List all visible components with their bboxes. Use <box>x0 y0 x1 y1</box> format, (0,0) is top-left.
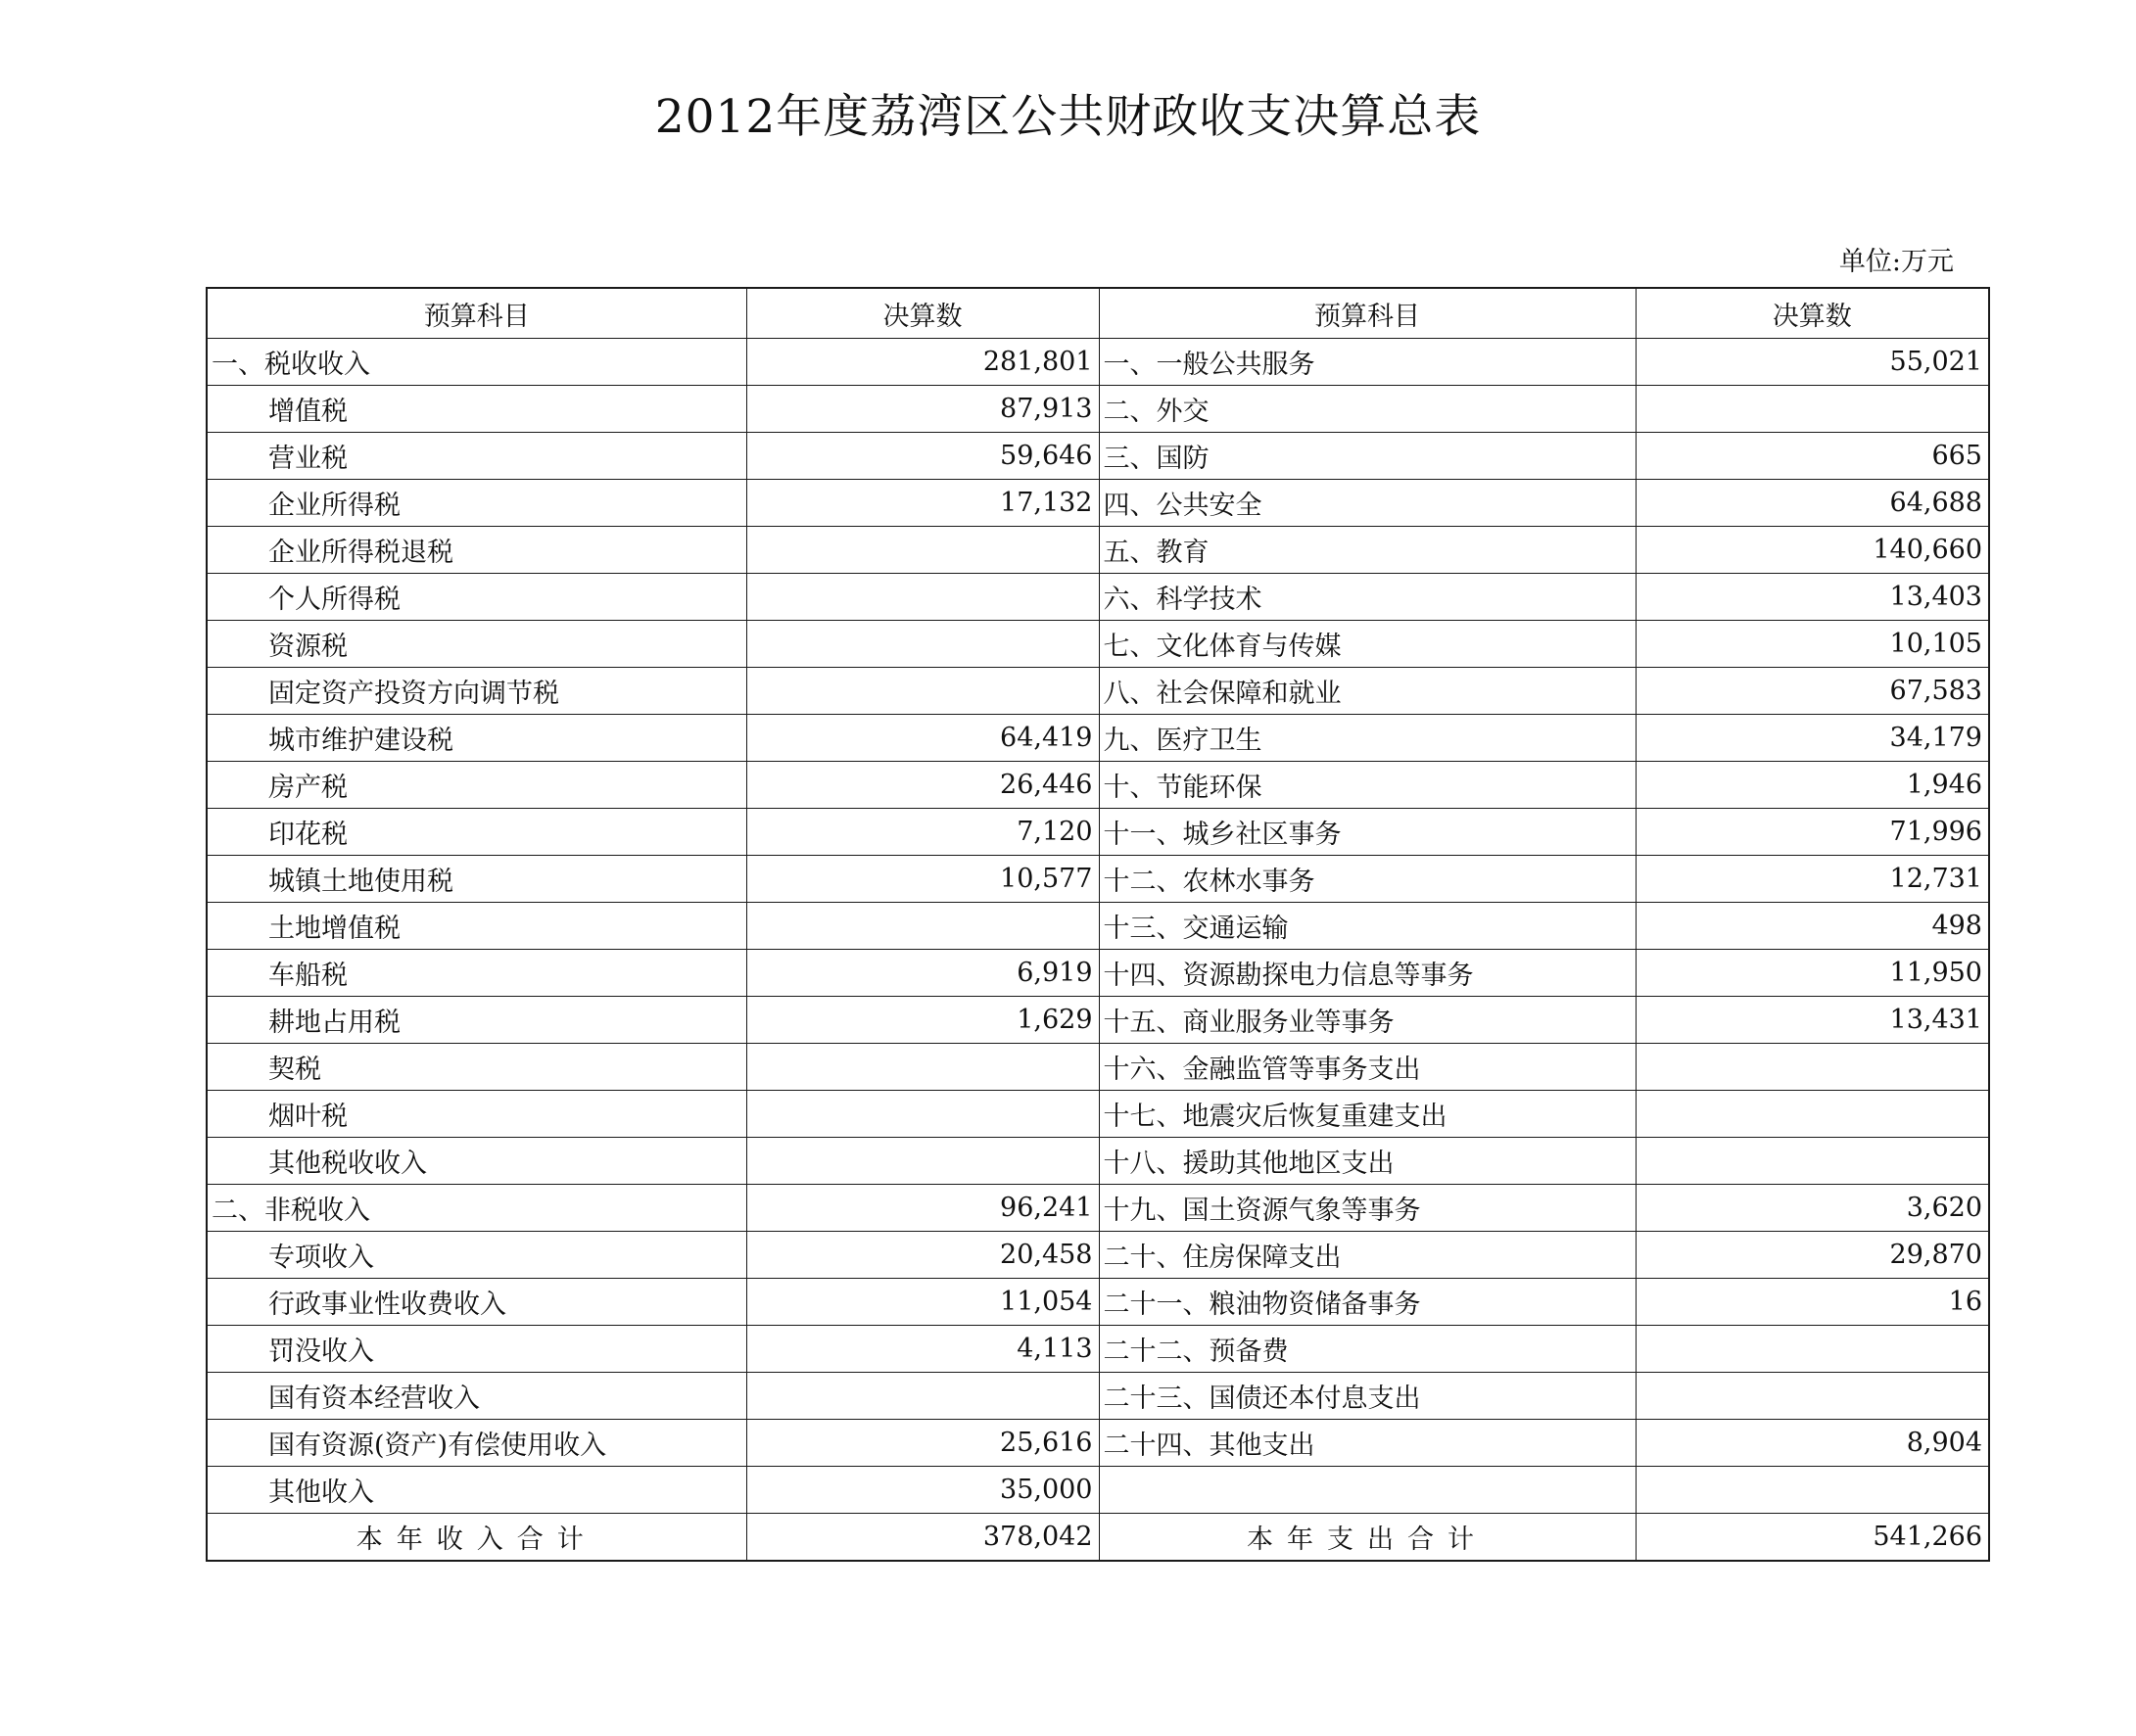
expense-item-cell: 二十四、其他支出 <box>1099 1420 1636 1467</box>
table-row <box>207 339 1989 386</box>
expense-amount-cell: 140,660 <box>1636 527 1989 574</box>
income-item-cell: 土地增值税 <box>207 903 746 950</box>
expense-amount-cell: 16 <box>1636 1279 1989 1326</box>
expense-item-cell: 二十三、国债还本付息支出 <box>1099 1373 1636 1420</box>
expense-amount-cell <box>1636 1138 1989 1185</box>
income-item-cell: 国有资本经营收入 <box>207 1373 746 1420</box>
income-amount-cell: 281,801 <box>746 339 1099 386</box>
expense-item-cell: 十四、资源勘探电力信息等事务 <box>1099 950 1636 997</box>
income-item-header: 预算科目 <box>207 288 746 339</box>
table-row <box>207 1373 1989 1420</box>
income-item-cell: 耕地占用税 <box>207 997 746 1044</box>
expense-item-cell: 十六、金融监管等事务支出 <box>1099 1044 1636 1091</box>
income-item-cell: 其他收入 <box>207 1467 746 1514</box>
income-item-cell: 车船税 <box>207 950 746 997</box>
income-amount-cell: 1,629 <box>746 997 1099 1044</box>
income-item-cell: 资源税 <box>207 621 746 668</box>
table-row <box>207 809 1989 856</box>
expense-item-cell <box>1099 1467 1636 1514</box>
table-row <box>207 1279 1989 1326</box>
income-item-cell: 营业税 <box>207 433 746 480</box>
table-row <box>207 433 1989 480</box>
income-item-cell: 房产税 <box>207 762 746 809</box>
income-amount-cell: 4,113 <box>746 1326 1099 1373</box>
expense-amount-header: 决算数 <box>1636 288 1989 339</box>
expense-amount-cell: 12,731 <box>1636 856 1989 903</box>
expense-item-cell: 七、文化体育与传媒 <box>1099 621 1636 668</box>
income-item-cell: 印花税 <box>207 809 746 856</box>
expense-amount-cell: 67,583 <box>1636 668 1989 715</box>
expense-item-cell: 八、社会保障和就业 <box>1099 668 1636 715</box>
income-amount-cell: 11,054 <box>746 1279 1099 1326</box>
expense-amount-cell: 498 <box>1636 903 1989 950</box>
income-amount-cell: 6,919 <box>746 950 1099 997</box>
income-item-cell: 其他税收收入 <box>207 1138 746 1185</box>
income-amount-cell: 7,120 <box>746 809 1099 856</box>
expense-item-cell: 十九、国土资源气象等事务 <box>1099 1185 1636 1232</box>
income-amount-cell: 20,458 <box>746 1232 1099 1279</box>
expense-amount-cell: 55,021 <box>1636 339 1989 386</box>
expense-item-cell: 十、节能环保 <box>1099 762 1636 809</box>
income-amount-cell: 96,241 <box>746 1185 1099 1232</box>
income-amount-cell <box>746 574 1099 621</box>
income-item-cell: 行政事业性收费收入 <box>207 1279 746 1326</box>
expense-item-cell: 二、外交 <box>1099 386 1636 433</box>
table-row <box>207 762 1989 809</box>
table-row <box>207 1185 1989 1232</box>
budget-table <box>206 287 1990 1562</box>
expense-item-cell: 十七、地震灾后恢复重建支出 <box>1099 1091 1636 1138</box>
totals-row <box>207 1514 1989 1562</box>
expense-amount-cell: 13,431 <box>1636 997 1989 1044</box>
table-row <box>207 1232 1989 1279</box>
table-row <box>207 715 1989 762</box>
income-amount-cell <box>746 527 1099 574</box>
table-body <box>207 339 1989 1562</box>
income-item-cell: 企业所得税退税 <box>207 527 746 574</box>
table-row <box>207 668 1989 715</box>
expense-amount-cell: 13,403 <box>1636 574 1989 621</box>
expense-item-cell: 一、一般公共服务 <box>1099 339 1636 386</box>
table-row <box>207 480 1989 527</box>
expense-item-cell: 四、公共安全 <box>1099 480 1636 527</box>
income-amount-cell <box>746 903 1099 950</box>
expense-item-cell: 三、国防 <box>1099 433 1636 480</box>
expense-amount-cell <box>1636 386 1989 433</box>
income-item-cell: 契税 <box>207 1044 746 1091</box>
table-row <box>207 1467 1989 1514</box>
table-row <box>207 1091 1989 1138</box>
expense-item-header: 预算科目 <box>1099 288 1636 339</box>
expense-amount-cell: 1,946 <box>1636 762 1989 809</box>
table-row <box>207 621 1989 668</box>
expense-amount-cell <box>1636 1091 1989 1138</box>
expense-item-cell: 二十、住房保障支出 <box>1099 1232 1636 1279</box>
expense-item-cell: 二十一、粮油物资储备事务 <box>1099 1279 1636 1326</box>
income-item-cell: 专项收入 <box>207 1232 746 1279</box>
income-item-cell: 罚没收入 <box>207 1326 746 1373</box>
expense-amount-cell <box>1636 1326 1989 1373</box>
expense-item-cell: 十八、援助其他地区支出 <box>1099 1138 1636 1185</box>
table-row <box>207 1326 1989 1373</box>
table-row <box>207 386 1989 433</box>
expense-item-cell: 十一、城乡社区事务 <box>1099 809 1636 856</box>
table-row <box>207 1420 1989 1467</box>
expense-item-cell: 二十二、预备费 <box>1099 1326 1636 1373</box>
expense-amount-cell: 10,105 <box>1636 621 1989 668</box>
expense-amount-cell: 665 <box>1636 433 1989 480</box>
income-amount-cell: 26,446 <box>746 762 1099 809</box>
header-row <box>207 288 1989 339</box>
expense-item-cell: 六、科学技术 <box>1099 574 1636 621</box>
table-row <box>207 1044 1989 1091</box>
income-amount-cell <box>746 1091 1099 1138</box>
expense-amount-cell <box>1636 1373 1989 1420</box>
expense-amount-cell <box>1636 1467 1989 1514</box>
expense-item-cell: 十三、交通运输 <box>1099 903 1636 950</box>
income-item-cell: 二、非税收入 <box>207 1185 746 1232</box>
table-row <box>207 527 1989 574</box>
expense-item-cell: 十二、农林水事务 <box>1099 856 1636 903</box>
income-item-cell: 增值税 <box>207 386 746 433</box>
income-item-cell: 企业所得税 <box>207 480 746 527</box>
income-amount-header: 决算数 <box>746 288 1099 339</box>
table-row <box>207 1138 1989 1185</box>
income-amount-cell <box>746 1373 1099 1420</box>
income-item-cell: 个人所得税 <box>207 574 746 621</box>
expense-amount-cell: 11,950 <box>1636 950 1989 997</box>
income-amount-cell <box>746 1138 1099 1185</box>
table-row <box>207 997 1989 1044</box>
expense-amount-cell: 34,179 <box>1636 715 1989 762</box>
income-amount-cell: 87,913 <box>746 386 1099 433</box>
income-amount-cell: 10,577 <box>746 856 1099 903</box>
expense-amount-cell <box>1636 1044 1989 1091</box>
expense-item-cell: 五、教育 <box>1099 527 1636 574</box>
income-amount-cell: 59,646 <box>746 433 1099 480</box>
income-amount-cell <box>746 621 1099 668</box>
income-amount-cell: 35,000 <box>746 1467 1099 1514</box>
expense-total-label: 本年支出合计 <box>1099 1514 1636 1562</box>
income-amount-cell <box>746 1044 1099 1091</box>
income-item-cell: 一、税收收入 <box>207 339 746 386</box>
income-item-cell: 固定资产投资方向调节税 <box>207 668 746 715</box>
income-total-label: 本年收入合计 <box>207 1514 746 1562</box>
income-item-cell: 城市维护建设税 <box>207 715 746 762</box>
income-item-cell: 城镇土地使用税 <box>207 856 746 903</box>
expense-item-cell: 十五、商业服务业等事务 <box>1099 997 1636 1044</box>
income-amount-cell <box>746 668 1099 715</box>
unit-label: 单位:万元 <box>1838 247 1954 277</box>
income-item-cell: 国有资源(资产)有偿使用收入 <box>207 1420 746 1467</box>
expense-total-amount: 541,266 <box>1636 1514 1989 1562</box>
income-amount-cell: 25,616 <box>746 1420 1099 1467</box>
page-title: 2012年度荔湾区公共财政收支决算总表 <box>654 90 1482 144</box>
table-row <box>207 574 1989 621</box>
table-row <box>207 903 1989 950</box>
expense-amount-cell: 64,688 <box>1636 480 1989 527</box>
table-row <box>207 856 1989 903</box>
income-item-cell: 烟叶税 <box>207 1091 746 1138</box>
income-total-amount: 378,042 <box>746 1514 1099 1562</box>
expense-amount-cell: 3,620 <box>1636 1185 1989 1232</box>
expense-item-cell: 九、医疗卫生 <box>1099 715 1636 762</box>
expense-amount-cell: 29,870 <box>1636 1232 1989 1279</box>
table-row <box>207 950 1989 997</box>
expense-amount-cell: 71,996 <box>1636 809 1989 856</box>
income-amount-cell: 64,419 <box>746 715 1099 762</box>
expense-amount-cell: 8,904 <box>1636 1420 1989 1467</box>
income-amount-cell: 17,132 <box>746 480 1099 527</box>
